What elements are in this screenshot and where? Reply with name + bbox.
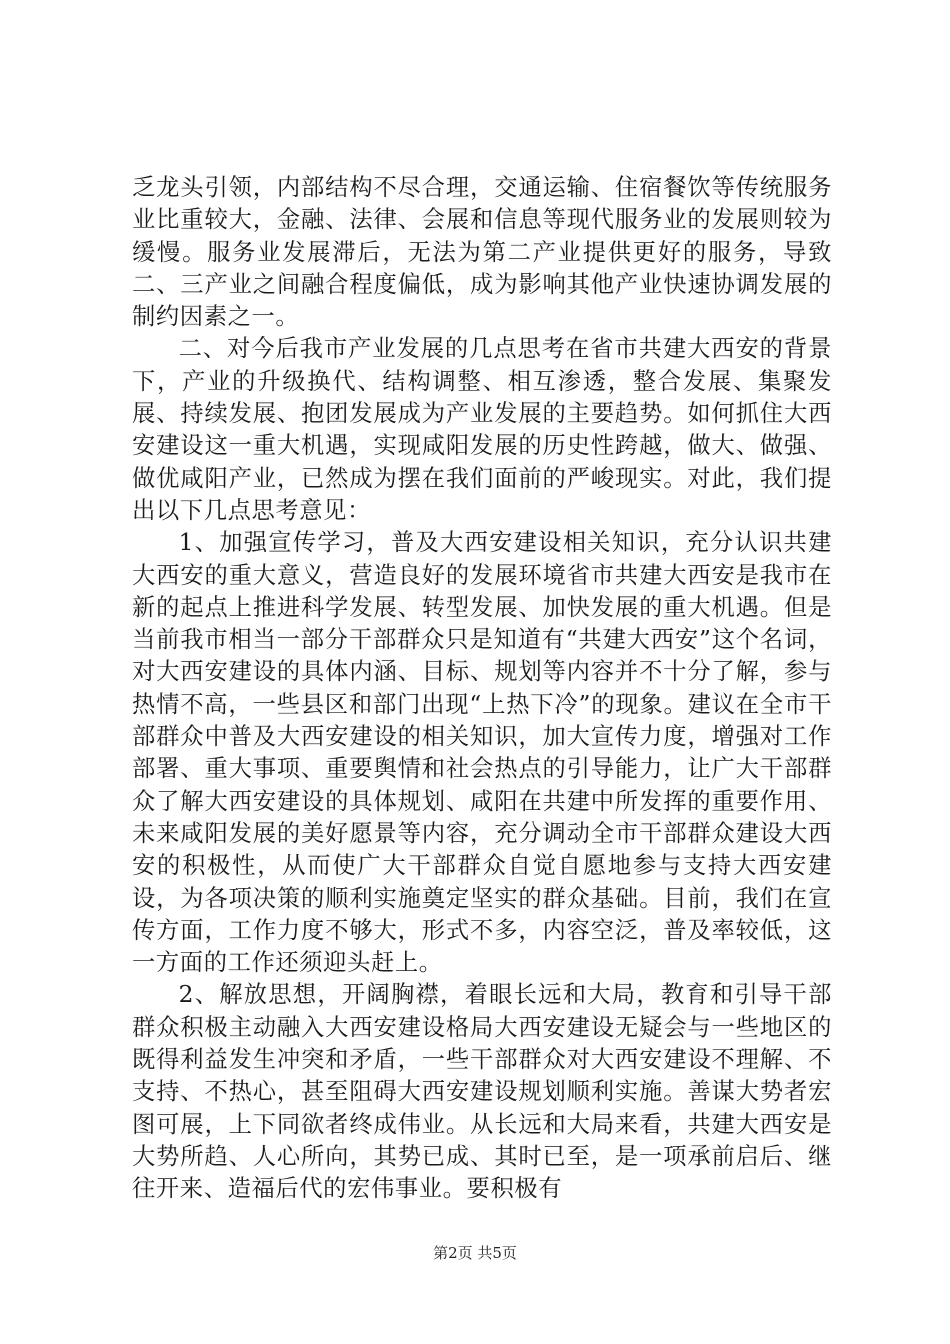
paragraph-continuation: 乏龙头引领，内部结构不尽合理，交通运输、住宿餐饮等传统服务业比重较大，金融、法律、会展和信息等现代服务业的发展则较为缓慢。服务业发展滞后，无法为第二产业提供更好的服务，导致二、三产业之间融合程度偏低，成为影响其他产业快速协调发展的制约因素之一。 — [132, 174, 832, 331]
paragraph-point-one: 1、加强宣传学习，普及大西安建设相关知识，充分认识共建大西安的重大意义，营造良好的发展环境省市共建大西安是我市在新的起点上推进科学发展、转型发展、加快发展的重大机遇。但是当前我市相当一部分干部群众只是知道有“共建大西安”这个名词，对大西安建设的具体内涵、目标、规划等内容并不十分了解，参与热情不高，一些县区和部门出现“上热下冷”的现象。建议在全市干部群众中普及大西安建设的相关知识，加大宣传力度，增强对工作部署、重大事项、重要舆情和社会热点的引导能力，让广大干部群众了解大西安建设的具体规划、咸阳在共建中所发挥的重要作用、未来咸阳发展的美好愿景等内容，充分调动全市干部群众建设大西安的积极性，从而使广大干部群众自觉自愿地参与支持大西安建设，为各项决策的顺利实施奠定坚实的群众基础。目前，我们在宣传方面，工作力度不够大，形式不多，内容空泛，普及率较低，这一方面的工作还须迎头赶上。 — [132, 529, 832, 977]
page-number-footer: 第2页 共5页 — [433, 1244, 517, 1262]
document-body — [132, 172, 832, 1206]
paragraph-point-two: 2、解放思想，开阔胸襟，着眼长远和大局，教育和引导干部群众积极主动融入大西安建设格局大西安建设无疑会与一些地区的既得利益发生冲突和矛盾，一些干部群众对大西安建设不理解、不支持、不热心，甚至阻碍大西安建设规划顺利实施。善谋大势者宏图可展，上下同欲者终成伟业。从长远和大局来看，共建大西安是大势所趋、人心所向，其势已成、其时已至，是一项承前启后、继往开来、造福后代的宏伟事业。要积极有 — [132, 981, 832, 1203]
paragraph-section-two: 二、对今后我市产业发展的几点思考在省市共建大西安的背景下，产业的升级换代、结构调整、相互渗透，整合发展、集聚发展、持续发展、抱团发展成为产业发展的主要趋势。如何抓住大西安建设这一重大机遇，实现咸阳发展的历史性跨越，做大、做强、做优咸阳产业，已然成为摆在我们面前的严峻现实。对此，我们提出以下几点思考意见： — [132, 335, 832, 524]
